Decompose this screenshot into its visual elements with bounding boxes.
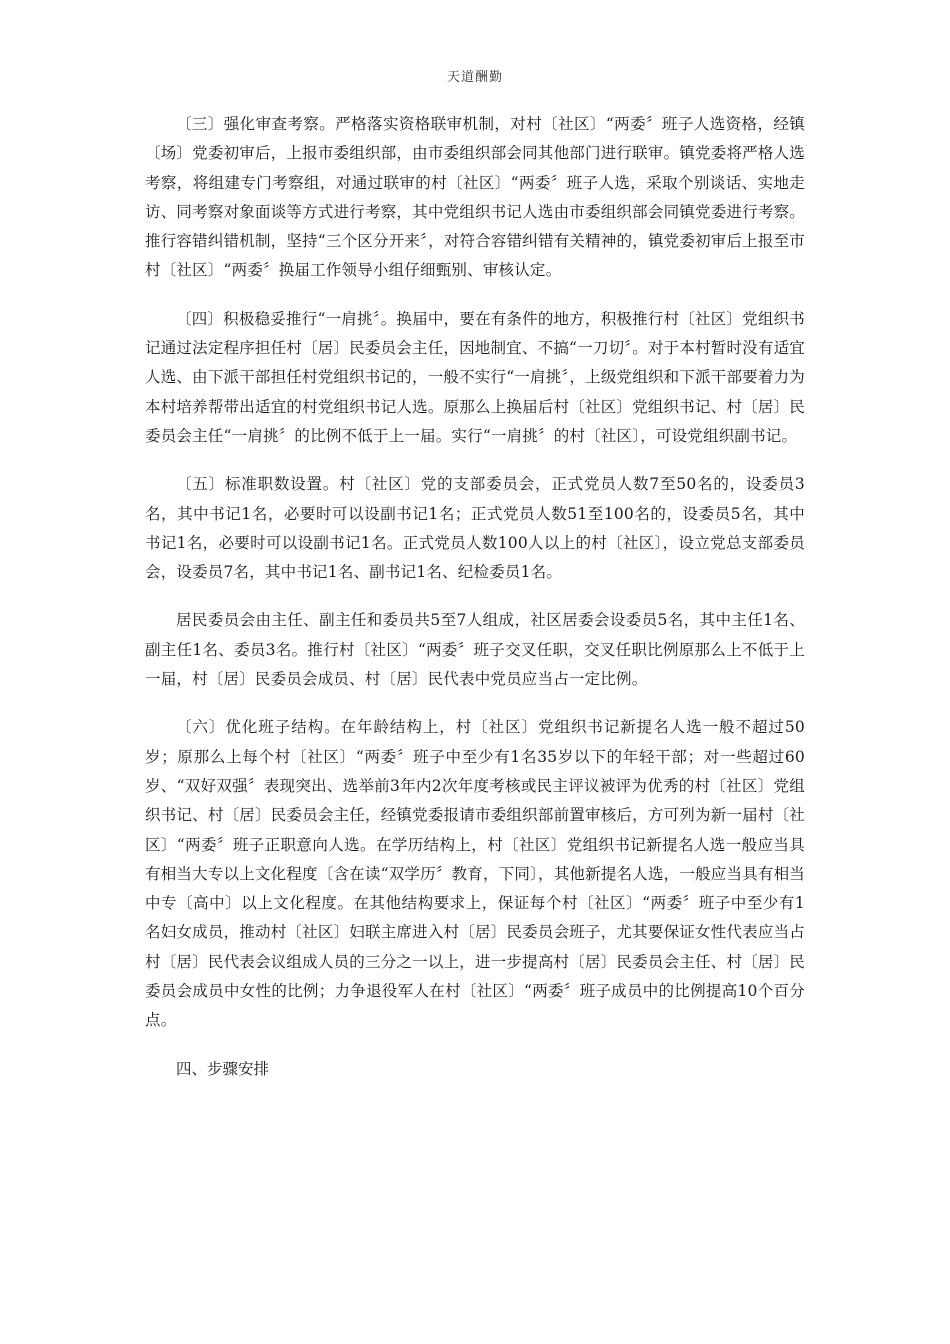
document-body (145, 110, 805, 1084)
section-heading: 四、步骤安排 (176, 1059, 270, 1078)
paragraph-residents-committee: 居民委员会由主任、副主任和委员共5至7人组成，社区居委会设委员5名，其中主任1名、副主任1名、委员3名。推行村〔社区〕“两委〞班子交叉任职，交叉任职比例原那么上不低于上一届，村〔居〕民委员会成员、村〔居〕民代表中党员应当占一定比例。 (145, 611, 805, 689)
paragraph-optimize-structure: 〔六〕优化班子结构。在年龄结构上，村〔社区〕党组织书记新提名人选一般不超过50岁；原那么上每个村〔社区〕“两委〞班子中至少有1名35岁以下的年轻干部；对一些超过60岁、“双好双强〞表现突出、选举前3年内2次年度考核或民主评议被评为优秀的村〔社区〕党组织书记、村〔居〕民委员会主任，经镇党委报请市委组织部前置审核后，方可列为新一届村〔社区〕“两委〞班子正职意向人选。在学历结构上，村〔社区〕党组织书记新提名人选一般应当具有相当大专以上文化程度〔含在读“双学历〞教育，下同〕，其他新提名人选，一般应当具有相当中专〔高中〕以上文化程度。在其他结构要求上，保证每个村〔社区〕“两委〞班子中至少有1名妇女成员，推动村〔社区〕妇联主席进入村〔居〕民委员会班子，尤其要保证女性代表应当占村〔居〕民代表会议组成人员的三分之一以上，进一步提高村〔居〕民委员会主任、村〔居〕民委员会成员中女性的比例；力争退役军人在村〔社区〕“两委〞班子成员中的比例提高10个百分点。 (145, 718, 805, 1030)
paragraph-one-shoulder: 〔四〕积极稳妥推行“一肩挑〞。换届中，要在有条件的地方，积极推行村〔社区〕党组织书记通过法定程序担任村〔居〕民委员会主任，因地制宜、不搞“一刀切〞。对于本村暂时没有适宜人选、由下派干部担任村党组织书记的，一般不实行“一肩挑〞，上级党组织和下派干部要着力为本村培养帮带出适宜的村党组织书记人选。原那么上换届后村〔社区〕党组织书记、村〔居〕民委员会主任“一肩挑〞的比例不低于上一届。实行“一肩挑〞的村〔社区〕，可设党组织副书记。 (145, 309, 805, 445)
paragraph-position-setting: 〔五〕标准职数设置。村〔社区〕党的支部委员会，正式党员人数7至50名的，设委员3名，其中书记1名，必要时可以设副书记1名；正式党员人数51至100名的，设委员5名，其中书记1名，必要时可以设副书记1名。正式党员人数100人以上的村〔社区〕，设立党总支部委员会，设委员7名，其中书记1名、副书记1名、纪检委员1名。 (145, 475, 805, 582)
paragraph-review-inspection: 〔三〕强化审查考察。严格落实资格联审机制，对村〔社区〕“两委〞班子人选资格，经镇〔场〕党委初审后，上报市委组织部，由市委组织部会同其他部门进行联审。镇党委将严格人选考察，将组建专门考察组，对通过联审的村〔社区〕“两委〞班子人选，采取个别谈话、实地走访、同考察对象面谈等方式进行考察，其中党组织书记人选由市委组织部会同镇党委进行考察。推行容错纠错机制，坚持“三个区分开来〞，对符合容错纠错有关精神的，镇党委初审后上报至市村〔社区〕“两委〞换届工作领导小组仔细甄别、审核认定。 (145, 115, 805, 280)
page-header: 天道酬勤 (446, 70, 503, 85)
